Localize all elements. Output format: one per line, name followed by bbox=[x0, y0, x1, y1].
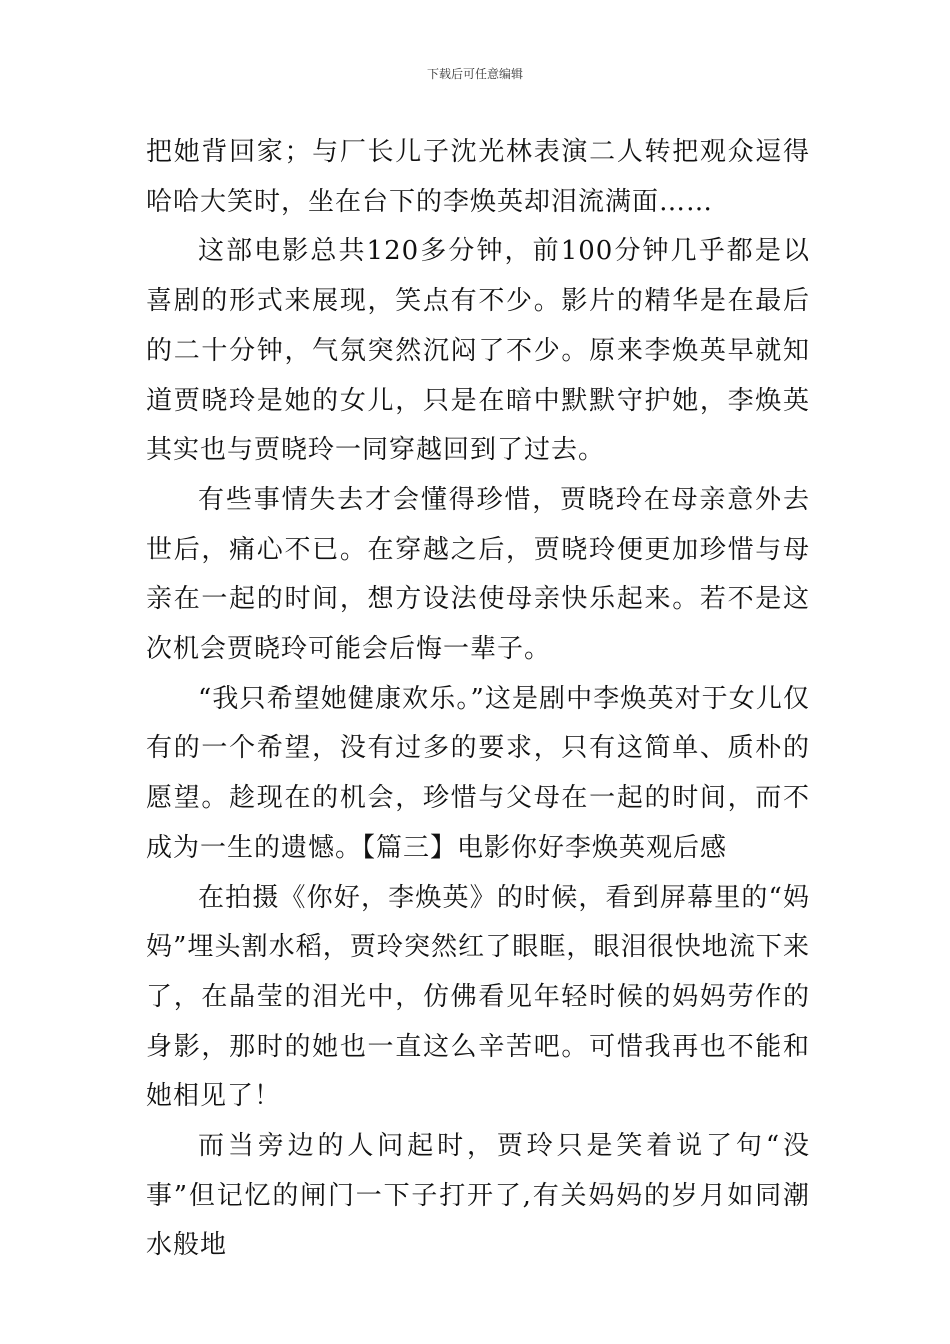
paragraph-4: “我只希望她健康欢乐。”这是剧中李焕英对于女儿仅有的一个希望，没有过多的要求，只有这简单、质朴的愿望。趁现在的机会，珍惜与父母在一起的时间，而不成为一生的遗憾。【篇三】电影你好李焕英观后感 bbox=[146, 683, 810, 863]
paragraph-1: 把她背回家；与厂长儿子沈光林表演二人转把观众逗得哈哈大笑时，坐在台下的李焕英却泪流满面…… bbox=[146, 137, 810, 217]
paragraph-2: 这部电影总共120多分钟，前100分钟几乎都是以喜剧的形式来展现，笑点有不少。影片的精华是在最后的二十分钟，气氛突然沉闷了不少。原来李焕英早就知道贾晓玲是她的女儿，只是在暗中默默守护她，李焕英其实也与贾晓玲一同穿越回到了过去。 bbox=[146, 236, 810, 466]
paragraph-3: 有些事情失去才会懂得珍惜，贾晓玲在母亲意外去世后，痛心不已。在穿越之后，贾晓玲便更加珍惜与母亲在一起的时间，想方设法使母亲快乐起来。若不是这次机会贾晓玲可能会后悔一辈子。 bbox=[146, 484, 810, 665]
document-body bbox=[146, 128, 810, 1271]
paragraph-6: 而当旁边的人问起时，贾玲只是笑着说了句“没事”但记忆的闸门一下子打开了,有关妈妈的岁月如同潮水般地 bbox=[146, 1131, 810, 1261]
paragraph-5: 在拍摄《你好，李焕英》的时候，看到屏幕里的“妈妈”埋头割水稻，贾玲突然红了眼眶，眼泪很快地流下来了，在晶莹的泪光中，仿佛看见年轻时候的妈妈劳作的身影，那时的她也一直这么辛苦吧。可惜我再也不能和她相见了！ bbox=[146, 882, 810, 1112]
page-header-note: 下载后可任意编辑 bbox=[426, 67, 523, 81]
